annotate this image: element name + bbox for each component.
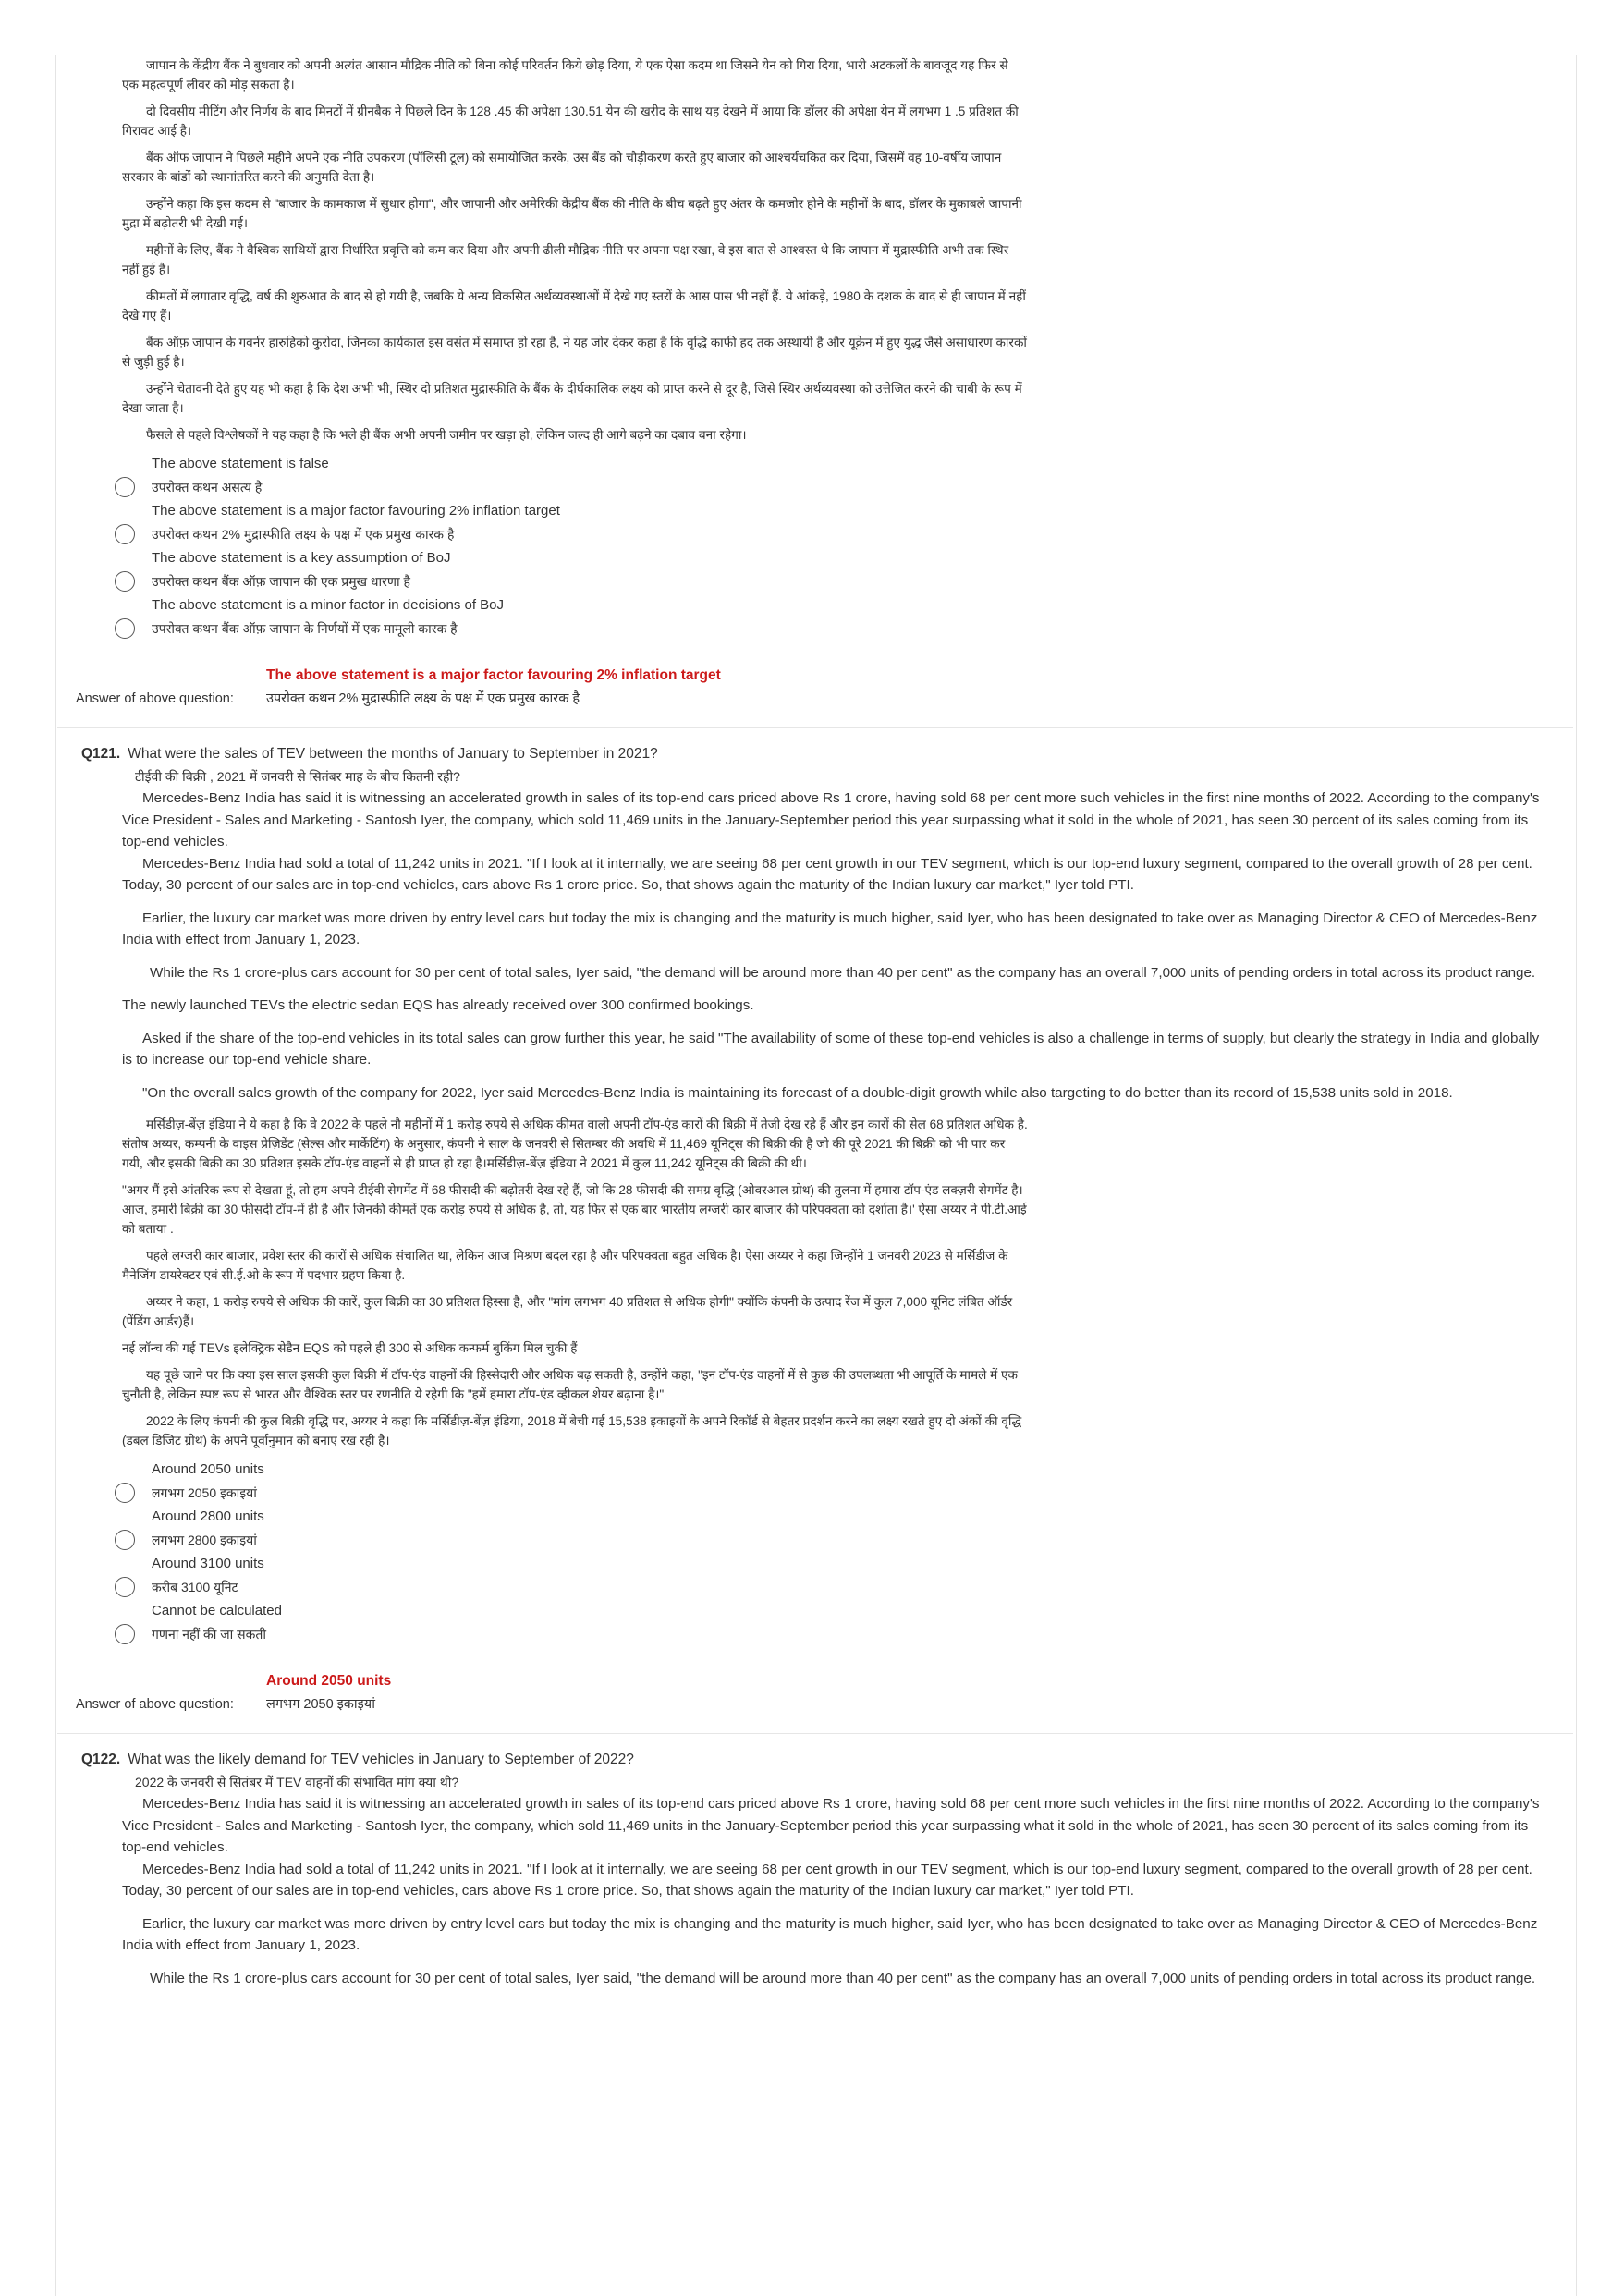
option-4 [115, 593, 1573, 641]
passage-paragraph: "अगर मैं इसे आंतरिक रूप से देखता हूं, तो हम अपने टीईवी सेगमेंट में 68 फीसदी की बढ़ोतरी देख रहे हैं, जो कि 28 फीसदी की समग्र वृद्धि (ओवरआल ग्रोथ) की तुलना में हमारा टॉप-एंड लक्ज़री सेगमेंट है। आज, हमारी बिक्री का 30 फीसदी टॉप-में ही है और जिनकी कीमतें एक करोड़ रुपये से अधिक है, तो, यह फिर से एक बार भारतीय लग्जरी कार बाजार की परिपक्वता को दर्शाता है।' ऐसा अय्यर ने पी.टी.आई को बताया . [122, 1183, 1027, 1236]
radio-button[interactable] [115, 1530, 135, 1550]
correct-answer-hi: लगभग 2050 इकाइयां [266, 1697, 375, 1712]
question-number: Q122. [81, 1752, 121, 1767]
passage-paragraph: Mercedes-Benz India had sold a total of 11,242 units in 2021. "If I look at it internally, we are seeing 68 per cent growth in our TEV segment, which is our top-end luxury segment, compared to the overall growth of 28 per cent. Today, 30 percent of our sales are in top-end vehicles, cars above Rs 1 crore price. So, that shows again the maturity of the Indian luxury car market," Iyer told PTI. [122, 855, 1532, 893]
passage-paragraph: नई लॉन्च की गई TEVs इलेक्ट्रिक सेडैन EQS को पहले ही 300 से अधिक कन्फर्म बुकिंग मिल चुकी हैं [122, 1341, 578, 1355]
option-2 [115, 1505, 1573, 1552]
option-3 [115, 546, 1573, 593]
option-row[interactable] [115, 569, 1573, 593]
option-text-hi: लगभग 2800 इकाइयां [152, 1533, 257, 1547]
passage-paragraph: Earlier, the luxury car market was more driven by entry level cars but today the mix is changing and the maturity is much higher, said Iyer, who has been designated to take over as Managing Director & CEO of Mercedes-Benz India with effect from January 1, 2023. [122, 910, 1538, 947]
passage-paragraph: दो दिवसीय मीटिंग और निर्णय के बाद मिनटों में ग्रीनबैक ने पिछले दिन के 128 .45 की अपेक्षा 130.51 येन की खरीद के साथ यह देखने में आया कि डॉलर की अपेक्षा येन में लगभग 1 .5 प्रतिशत की गिरावट आई है। [122, 104, 1019, 138]
radio-button[interactable] [115, 477, 135, 497]
passage-paragraph: उन्होंने चेतावनी देते हुए यह भी कहा है कि देश अभी भी, स्थिर दो प्रतिशत मुद्रास्फीति के बैंक के दीर्घकालिक लक्ष्य को प्राप्त करने से दूर है, जिसे स्थिर अर्थव्यवस्था को उत्तेजित करने की चाबी के रूप में देखा जाता है। [122, 382, 1022, 415]
question-text-en: What were the sales of TEV between the months of January to September in 2021? [128, 746, 658, 762]
option-row[interactable] [115, 617, 1573, 641]
correct-answer-en: Around 2050 units [266, 1673, 392, 1689]
radio-button[interactable] [115, 1483, 135, 1503]
answer-options [115, 452, 1573, 641]
option-row[interactable] [115, 1528, 1573, 1552]
question-text-en: What was the likely demand for TEV vehicles in January to September of 2022? [128, 1752, 634, 1767]
passage-paragraph: अय्यर ने कहा, 1 करोड़ रुपये से अधिक की कारें, कुल बिक्री का 30 प्रतिशत हिस्सा है, और "मांग लगभग 40 प्रतिशत से अधिक होगी" क्योंकि कंपनी के उत्पाद रेंज में कुल 7,000 यूनिट लंबित ऑर्डर (पेंडिंग आर्डर)हैं। [122, 1295, 1013, 1328]
answer-row [57, 687, 1573, 711]
option-text-en: The above statement is a major factor favouring 2% inflation target [152, 503, 560, 519]
question-text-hi: 2022 के जनवरी से सितंबर में TEV वाहनों की संभावित मांग क्या थी? [135, 1775, 459, 1789]
option-text-en: The above statement is a minor factor in decisions of BoJ [152, 597, 505, 613]
passage-english [122, 1793, 1545, 1989]
option-text-hi: करीब 3100 यूनिट [152, 1580, 238, 1594]
page [57, 55, 1573, 2000]
option-text-hi: गणना नहीं की जा सकती [152, 1627, 267, 1642]
option-row[interactable] [115, 1622, 1573, 1646]
passage-english [122, 788, 1545, 1104]
page-border-right [1576, 55, 1577, 2296]
passage-paragraph: कीमतों में लगातार वृद्धि, वर्ष की शुरुआत के बाद से हो गयी है, जबकि ये अन्य विकसित अर्थव्यवस्थाओं में देखे गए स्तरों के आस पास भी नहीं हैं. ये आंकड़े, 1980 के दशक के बाद से ही जापान में नहीं देखे गए हैं। [122, 289, 1026, 323]
option-row[interactable] [115, 522, 1573, 546]
radio-button[interactable] [115, 618, 135, 639]
option-text-hi: उपरोक्त कथन 2% मुद्रास्फीति लक्ष्य के पक्ष में एक प्रमुख कारक है [152, 527, 455, 542]
radio-button[interactable] [115, 1577, 135, 1597]
passage-hindi [122, 55, 1046, 445]
option-1 [115, 1458, 1573, 1505]
passage-hindi [122, 1115, 1046, 1450]
correct-answer-hi: उपरोक्त कथन 2% मुद्रास्फीति लक्ष्य के पक्ष में एक प्रमुख कारक है [266, 691, 580, 706]
passage-paragraph: Mercedes-Benz India had sold a total of 11,242 units in 2021. "If I look at it internally, we are seeing 68 per cent growth in our TEV segment, which is our top-end luxury segment, compared to the overall growth of 28 per cent. Today, 30 percent of our sales are in top-end vehicles, cars above Rs 1 crore price. So, that shows again the maturity of the Indian luxury car market," Iyer told PTI. [122, 1861, 1532, 1899]
option-1 [115, 452, 1573, 499]
option-text-hi: उपरोक्त कथन असत्य है [152, 480, 263, 495]
option-text-hi: उपरोक्त कथन बैंक ऑफ़ जापान की एक प्रमुख धारणा है [152, 574, 410, 589]
correct-answer-en: The above statement is a major factor favouring 2% inflation target [266, 667, 721, 683]
option-text-hi: उपरोक्त कथन बैंक ऑफ़ जापान के निर्णयों में एक मामूली कारक है [152, 621, 458, 636]
passage-paragraph: बैंक ऑफ़ जापान के गवर्नर हारुहिको कुरोदा, जिनका कार्यकाल इस वसंत में समाप्त हो रहा है, ने यह जोर देकर कहा है कि वृद्धि काफी हद तक अस्थायी है और यूक्रेन में हुए युद्ध जैसे असाधारण कारकों से जुड़ी हुई है। [122, 336, 1027, 369]
option-3 [115, 1552, 1573, 1599]
passage-paragraph: यह पूछे जाने पर कि क्या इस साल इसकी कुल बिक्री में टॉप-एंड वाहनों की हिस्सेदारी और अधिक बढ़ सकती है, उन्होंने कहा, "इन टॉप-एंड वाहनों में से कुछ की उपलब्धता भी आपूर्ति के मामले में एक चुनौती है, लेकिन स्पष्ट रूप से भारत और वैश्विक स्तर पर रणनीति ये रहेगी कि "हमें हमारा टॉप-एंड व्हीकल शेयर बढ़ाना है।" [122, 1368, 1019, 1401]
question-header [81, 743, 1573, 765]
option-text-hi: लगभग 2050 इकाइयां [152, 1485, 257, 1500]
passage-paragraph: Mercedes-Benz India has said it is witnessing an accelerated growth in sales of its top-end cars priced above Rs 1 crore, having sold 68 per cent more such vehicles in the first nine months of 2022. According to the company's Vice President - Sales and Marketing - Santosh Iyer, the company, which sold 11,469 units in the January-September period this year surpassing what it sold in the whole of 2021, has seen 30 percent of its sales coming from its top-end vehicles. [122, 790, 1540, 849]
option-text-en: Around 2800 units [152, 1508, 264, 1524]
question-header [81, 1749, 1573, 1771]
option-4 [115, 1599, 1573, 1646]
option-row[interactable] [115, 475, 1573, 499]
radio-button[interactable] [115, 571, 135, 592]
answer-block [57, 1670, 1573, 1716]
answer-row [57, 1692, 1573, 1716]
option-text-en: Around 3100 units [152, 1556, 264, 1571]
passage-paragraph: The newly launched TEVs the electric sedan EQS has already received over 300 confirmed bookings. [122, 997, 754, 1013]
option-row[interactable] [115, 1481, 1573, 1505]
question-text-hi: टीईवी की बिक्री , 2021 में जनवरी से सितंबर माह के बीच कितनी रही? [135, 769, 460, 784]
option-text-en: The above statement is a key assumption of BoJ [152, 550, 451, 566]
answer-options [115, 1458, 1573, 1646]
radio-button[interactable] [115, 524, 135, 544]
question-121 [57, 743, 1573, 1716]
passage-paragraph: उन्होंने कहा कि इस कदम से "बाजार के कामकाज में सुधार होगा", और जापानी और अमेरिकी केंद्रीय बैंक की नीति के बीच बढ़ते हुए अंतर के कमजोर होने के महीनों के बाद, डॉलर के मुकाबले जापानी मुद्रा में बढ़ोतरी भी देखी गई। [122, 197, 1022, 230]
passage-paragraph: महीनों के लिए, बैंक ने वैश्विक साथियों द्वारा निर्धारित प्रवृत्ति को कम कर दिया और अपनी ढीली मौद्रिक नीति पर अपना पक्ष रखा, वे इस बात से आश्वस्त थे कि जापान में मुद्रास्फीति अभी तक स्थिर नहीं हुई है। [122, 243, 1009, 276]
option-text-en: The above statement is false [152, 456, 329, 471]
passage-paragraph: "On the overall sales growth of the company for 2022, Iyer said Mercedes-Benz India is maintaining its forecast of a double-digit growth while also targeting to do better than its record of 15,538 units sold in 2018. [142, 1084, 1453, 1101]
passage-paragraph: पहले लग्जरी कार बाजार, प्रवेश स्तर की कारों से अधिक संचालित था, लेकिन आज मिश्रण बदल रहा है और परिपक्वता बहुत अधिक है। ऐसा अय्यर ने कहा जिन्होंने 1 जनवरी 2023 से मर्सिडीज के मैनेजिंग डायरेक्टर एवं सी.ई.ओ के रूप में पदभार ग्रहण किया है. [122, 1249, 1008, 1282]
passage-paragraph: 2022 के लिए कंपनी की कुल बिक्री वृद्धि पर, अय्यर ने कहा कि मर्सिडीज़-बेंज़ इंडिया, 2018 में बेची गई 15,538 इकाइयों के अपने रिकॉर्ड से बेहतर प्रदर्शन करने का लक्ष्य रखते हुए दो अंकों की वृद्धि (डबल डिजिट ग्रोथ) के अपने पूर्वानुमान को बनाए रख रही है। [122, 1414, 1022, 1447]
passage-paragraph: जापान के केंद्रीय बैंक ने बुधवार को अपनी अत्यंत आसान मौद्रिक नीति को बिना कोई परिवर्तन किये छोड़ दिया, ये एक ऐसा कदम था जिसने येन को गिरा दिया, भारी अटकलों के बावजूद यह फिर से एक महत्वपूर्ण लीवर को मोड़ सकता है। [122, 58, 1008, 92]
question-number: Q121. [81, 746, 121, 762]
divider [57, 727, 1573, 728]
page-border-left [55, 55, 56, 2296]
option-2 [115, 499, 1573, 546]
option-text-en: Around 2050 units [152, 1461, 264, 1477]
passage-paragraph: While the Rs 1 crore-plus cars account for 30 per cent of total sales, Iyer said, "the demand will be around more than 40 per cent" as the company has an overall 7,000 units of pending orders in total across its product range. [150, 1970, 1536, 1986]
divider [57, 1733, 1573, 1734]
option-row[interactable] [115, 1575, 1573, 1599]
answer-label: Answer of above question: [76, 1697, 234, 1712]
passage-paragraph: फैसले से पहले विश्लेषकों ने यह कहा है कि भले ही बैंक अभी अपनी जमीन पर खड़ा हो, लेकिन जल्द ही आगे बढ़ने का दबाव बना रहेगा। [146, 428, 747, 442]
passage-paragraph: मर्सिडीज़-बेंज़ इंडिया ने ये कहा है कि वे 2022 के पहले नौ महीनों में 1 करोड़ रुपये से अधिक कीमत वाली अपनी टॉप-एंड कारों की बिक्री में तेजी देख रहे हैं और इन कारों की सेल 68 प्रतिशत अधिक है. संतोष अय्यर, कम्पनी के वाइस प्रेज़िडेंट (सेल्स और मार्केटिंग) के अनुसार, कंपनी ने साल के जनवरी से सितम्बर की अवधि में 11,469 यूनिट्स की बिक्री की है जो की पूरे 2021 की बिक्री को भी पार कर गयी, और इसकी बिक्री का 30 प्रतिशत इसके टॉप-एंड वाहनों से ही प्राप्त हो रहा है।मर्सिडीज़-बेंज़ इंडिया ने 2021 में कुल 11,242 यूनिट्स की बिक्री की थी। [122, 1117, 1028, 1170]
answer-label: Answer of above question: [76, 691, 234, 706]
passage-paragraph: Mercedes-Benz India has said it is witnessing an accelerated growth in sales of its top-end cars priced above Rs 1 crore, having sold 68 per cent more such vehicles in the first nine months of 2022. According to the company's Vice President - Sales and Marketing - Santosh Iyer, the company, which sold 11,469 units in the January-September period this year surpassing what it sold in the whole of 2021, has seen 30 percent of its sales coming from its top-end vehicles. [122, 1796, 1540, 1855]
radio-button[interactable] [115, 1624, 135, 1644]
passage-paragraph: While the Rs 1 crore-plus cars account for 30 per cent of total sales, Iyer said, "the demand will be around more than 40 per cent" as the company has an overall 7,000 units of pending orders in total across its product range. [150, 964, 1536, 981]
passage-paragraph: Asked if the share of the top-end vehicles in its total sales can grow further this year, he said "The availability of some of these top-end vehicles is also a challenge in terms of supply, but clearly the strategy in India and globally is to increase our top-end vehicle share. [122, 1030, 1540, 1068]
question-122 [57, 1749, 1573, 1989]
option-text-en: Cannot be calculated [152, 1603, 282, 1618]
passage-paragraph: Earlier, the luxury car market was more driven by entry level cars but today the mix is changing and the maturity is much higher, said Iyer, who has been designated to take over as Managing Director & CEO of Mercedes-Benz India with effect from January 1, 2023. [122, 1915, 1538, 1953]
question-120 [57, 55, 1573, 711]
passage-paragraph: बैंक ऑफ जापान ने पिछले महीने अपने एक नीति उपकरण (पॉलिसी टूल) को समायोजित करके, उस बैंड को चौड़ीकरण करते हुए बाजार को आश्चर्यचकित कर दिया, जिसमें वह 10-वर्षीय जापान सरकार के बांडों को स्थानांतरित करने की अनुमति देता है। [122, 151, 1002, 184]
answer-block [57, 665, 1573, 711]
